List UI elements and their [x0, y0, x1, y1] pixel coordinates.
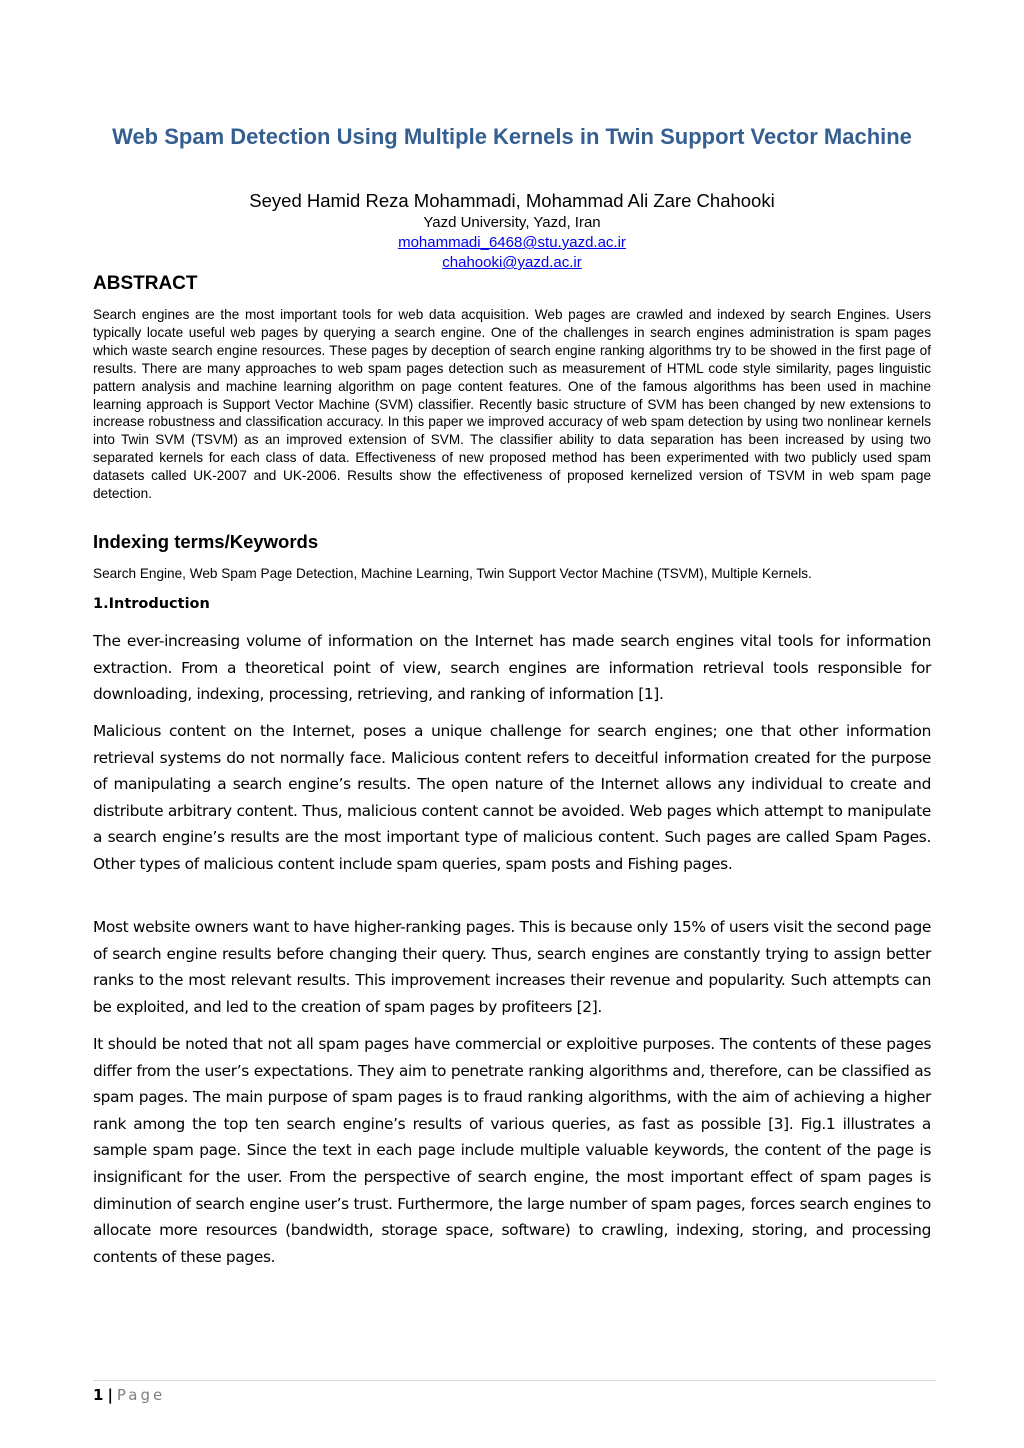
introduction-paragraph-4: It should be noted that not all spam pages have commercial or exploitive purposes. The contents of these pages differ from the user’s expectations. They aim to penetrate ranking algorithms and, therefore, can be classified as spam pages. The main purpose of spam pages is to fraud ranking algorithms, with the aim of achieving a higher rank among the top ten search engine’s results of various queries, as fast as possible [3]. Fig.1 illustrates a sample spam page. Since the text in each page include multiple valuable keywords, the content of the page is insignificant for the user. From the perspective of search engine, the most important effect of spam pages is diminution of search engine user’s trust. Furthermore, the large number of spam pages, forces search engines to allocate more resources (bandwidth, storage space, software) to crawling, indexing, storing, and processing contents of these pages. [93, 1035, 931, 1266]
page-footer [93, 1385, 165, 1405]
abstract-text: Search engines are the most important tools for web data acquisition. Web pages are crawled and indexed by search Engines. Users typically locate useful web pages by querying a search engine. One of the challenges in search engines administration is spam pages which waste search engine resources. These pages by deception of search engine ranking algorithms try to be showed in the first page of results. There are many approaches to web spam pages detection such as measurement of HTML code style similarity, pages linguistic pattern analysis and machine learning algorithm on page content features. One of the famous algorithms has been used in machine learning approach is Support Vector Machine (SVM) classifier. Recently basic structure of SVM has been changed by new extensions to increase robustness and classification accuracy. In this paper we improved accuracy of web spam detection by using two nonlinear kernels into Twin SVM (TSVM) as an improved extension of SVM. The classifier ability to data separation has been increased by using two separated kernels for each class of data. Effectiveness of new proposed method has been experimented with two publicly used spam datasets called UK-2007 and UK-2006. Results show the effectiveness of proposed kernelized version of TSVM in web spam page detection. [93, 307, 931, 502]
introduction-paragraph-2: Malicious content on the Internet, poses a unique challenge for search engines; one that other information retrieval systems do not normally face. Malicious content refers to deceitful information created for the purpose of manipulating a search engine’s results. The open nature of the Internet allows any individual to create and distribute arbitrary content. Thus, malicious content cannot be avoided. Web pages which attempt to manipulate a search engine’s results are the most important type of malicious content. Such pages are called Spam Pages. Other types of malicious content include spam queries, spam posts and Fishing pages. [93, 722, 931, 873]
introduction-paragraph-1: The ever-increasing volume of information on the Internet has made search engines vital tools for information extraction. From a theoretical point of view, search engines are information retrieval tools responsible for downloading, indexing, processing, retrieving, and ranking of information [1]. [93, 632, 931, 704]
abstract-heading: ABSTRACT [93, 273, 198, 294]
footer-separator: | [107, 1386, 113, 1404]
affiliation: Yazd University, Yazd, Iran [423, 214, 601, 231]
page-number: 1 [93, 1386, 104, 1404]
author-email-2 [93, 253, 931, 273]
email-link-1[interactable]: mohammadi_6468@stu.yazd.ac.ir [398, 234, 626, 251]
author-email-1 [93, 233, 931, 253]
introduction-heading: 1.Introduction [93, 596, 210, 612]
author-list: Seyed Hamid Reza Mohammadi, Mohammad Ali Zare Chahooki [249, 190, 775, 211]
paper-title: Web Spam Detection Using Multiple Kernels in Twin Support Vector Machine [112, 124, 912, 149]
introduction-paragraph-3: Most website owners want to have higher-ranking pages. This is because only 15% of users visit the second page of search engine results before changing their query. Thus, search engines are constantly trying to assign better ranks to the most relevant results. This improvement increases their revenue and popularity. Such attempts can be exploited, and led to the creation of spam pages by profiteers [2]. [93, 918, 931, 1016]
keywords-text: Search Engine, Web Spam Page Detection, Machine Learning, Twin Support Vector Machine (TSVM), Multiple Kernels. [93, 566, 812, 581]
keywords-heading: Indexing terms/Keywords [93, 531, 319, 552]
page-label: Page [116, 1386, 166, 1404]
email-link-2[interactable]: chahooki@yazd.ac.ir [442, 254, 582, 271]
footer-divider [93, 1380, 936, 1381]
